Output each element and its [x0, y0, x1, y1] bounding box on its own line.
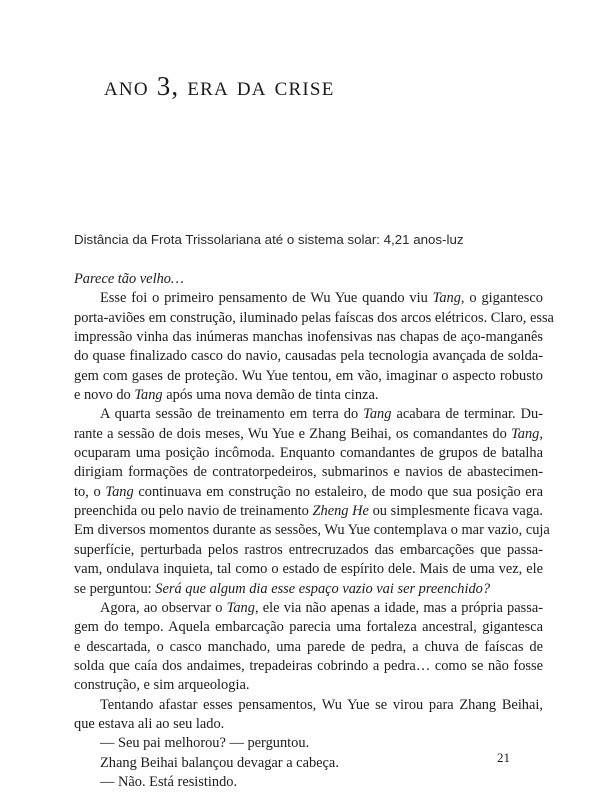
text-line: e descartada, o casco manchado, uma parede de pedra, a chuva de faíscas de: [74, 638, 543, 655]
text-line: impressão vinha das inúmeras manchas inofensivas nas chapas de aço-manganês: [74, 329, 543, 346]
chapter-title: ano 3, era da crise: [104, 71, 335, 101]
text-line: to, o Tang continuava em construção no estaleiro, de modo que sua posição era: [74, 483, 543, 500]
text-line: Tentando afastar esses pensamentos, Wu Yue se virou para Zhang Beihai,: [100, 696, 543, 713]
text-line: Agora, ao observar o Tang, ele via não apenas a idade, mas a própria passa-: [100, 599, 544, 616]
text-line: e novo do Tang após uma nova demão de tinta cinza.: [74, 387, 379, 404]
text-line: dirigiam formações de contratorpedeiros, submarinos e navios de abastecimen-: [74, 464, 543, 481]
text-line: — Não. Está resistindo.: [100, 773, 238, 790]
text-line: preenchida ou pelo navio de treinamento Zheng He ou simplesmente ficava vaga.: [74, 503, 544, 520]
text-line: do quase finalizado casco do navio, causadas pela tecnologia avançada de solda-: [74, 348, 543, 365]
text-line: vam, ondulava inquieta, tal como o estado de espírito dele. Mais de uma vez, ele: [74, 561, 543, 578]
text-line: A quarta sessão de treinamento em terra do Tang acabara de terminar. Du-: [100, 406, 543, 423]
page-number: 21: [497, 750, 510, 765]
text-line: Parece tão velho…: [74, 271, 184, 287]
text-line: porta-aviões em construção, iluminado pelas faíscas dos arcos elétricos. Claro, essa: [74, 309, 554, 326]
text-line: Em diversos momentos durante as sessões, Wu Yue contemplava o mar vazio, cuja: [74, 522, 550, 539]
text-line: Zhang Beihai balançou devagar a cabeça.: [100, 754, 339, 771]
text-line: superfície, perturbada pelos rastros entrecruzados das embarcações que passa-: [74, 541, 543, 558]
text-line: ocuparam uma posição incômoda. Enquanto comandantes de grupos de batalha: [74, 445, 543, 462]
text-line: Esse foi o primeiro pensamento de Wu Yue quando viu Tang, o gigantesco: [100, 290, 543, 307]
body-text: [74, 270, 554, 792]
text-line: gem do tempo. Aquela embarcação parecia uma fortaleza ancestral, gigantesca: [74, 619, 543, 636]
epigraph: Distância da Frota Trissolariana até o sistema solar: 4,21 anos-luz: [74, 232, 464, 247]
text-line: que estava ali ao seu lado.: [74, 715, 225, 732]
text-line: gem com gases de proteção. Wu Yue tentou, em vão, imaginar o aspecto robusto: [74, 367, 543, 384]
text-line: — Seu pai melhorou? — perguntou.: [100, 735, 310, 752]
text-line: construção, e sim arqueologia.: [74, 677, 250, 694]
text-line: solda que caía dos andaimes, trepadeiras cobrindo a pedra… como se não fosse: [74, 657, 543, 674]
text-line: se perguntou: Será que algum dia esse espaço vazio vai ser preenchido?: [74, 580, 491, 597]
text-line: rante a sessão de dois meses, Wu Yue e Zhang Beihai, os comandantes do Tang,: [74, 425, 543, 442]
